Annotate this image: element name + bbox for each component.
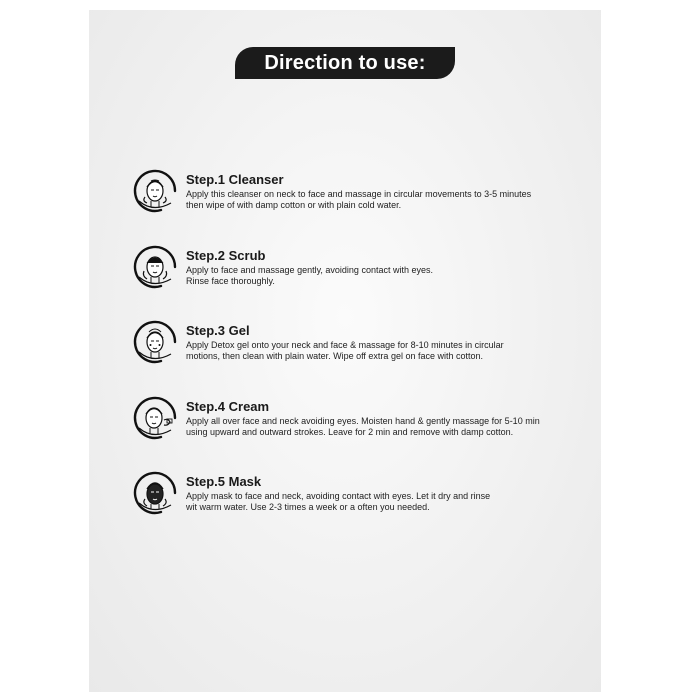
- step-description-line: motions, then clean with plain water. Wipe off extra gel on face with cotton.: [186, 351, 483, 361]
- step-description-line: Apply Detox gel onto your neck and face & massage for 8-10 minutes in circular: [186, 340, 504, 350]
- step-description-line: wit warm water. Use 2-3 times a week or a often you needed.: [186, 502, 430, 512]
- step-description: [186, 340, 556, 362]
- woman-face-cream-icon: [131, 394, 179, 442]
- step-description: [186, 189, 556, 211]
- step-title: Step.3 Gel: [186, 323, 250, 338]
- step-description: [186, 265, 556, 287]
- step-description-line: then wipe of with damp cotton or with plain cold water.: [186, 200, 402, 210]
- step-description-line: using upward and outward strokes. Leave for 2 min and remove with damp cotton.: [186, 427, 514, 437]
- step-4: [131, 394, 561, 450]
- step-description-line: Apply this cleanser on neck to face and massage in circular movements to 3-5 minutes: [186, 189, 532, 199]
- step-description-line: Apply all over face and neck avoiding eyes. Moisten hand & gently massage for 5-10 min: [186, 416, 540, 426]
- step-title: Step.4 Cream: [186, 399, 270, 414]
- woman-face-scrub-icon: [131, 243, 179, 291]
- step-3: [131, 318, 561, 374]
- woman-face-cleanser-icon: [131, 167, 179, 215]
- step-title: Step.1 Cleanser: [186, 172, 284, 187]
- woman-face-gel-icon: [131, 318, 179, 366]
- step-description-line: Rinse face thoroughly.: [186, 276, 275, 286]
- step-description: [186, 416, 556, 438]
- step-description-line: Apply to face and massage gently, avoiding contact with eyes.: [186, 265, 433, 275]
- step-description: [186, 491, 556, 513]
- step-2: [131, 243, 561, 299]
- woman-face-mask-icon: [131, 469, 179, 517]
- step-5: [131, 469, 561, 525]
- step-title: Step.2 Scrub: [186, 248, 266, 263]
- page-title: Direction to use:: [235, 47, 455, 79]
- step-title: Step.5 Mask: [186, 474, 262, 489]
- step-description-line: Apply mask to face and neck, avoiding contact with eyes. Let it dry and rinse: [186, 491, 491, 501]
- step-1: [131, 167, 561, 223]
